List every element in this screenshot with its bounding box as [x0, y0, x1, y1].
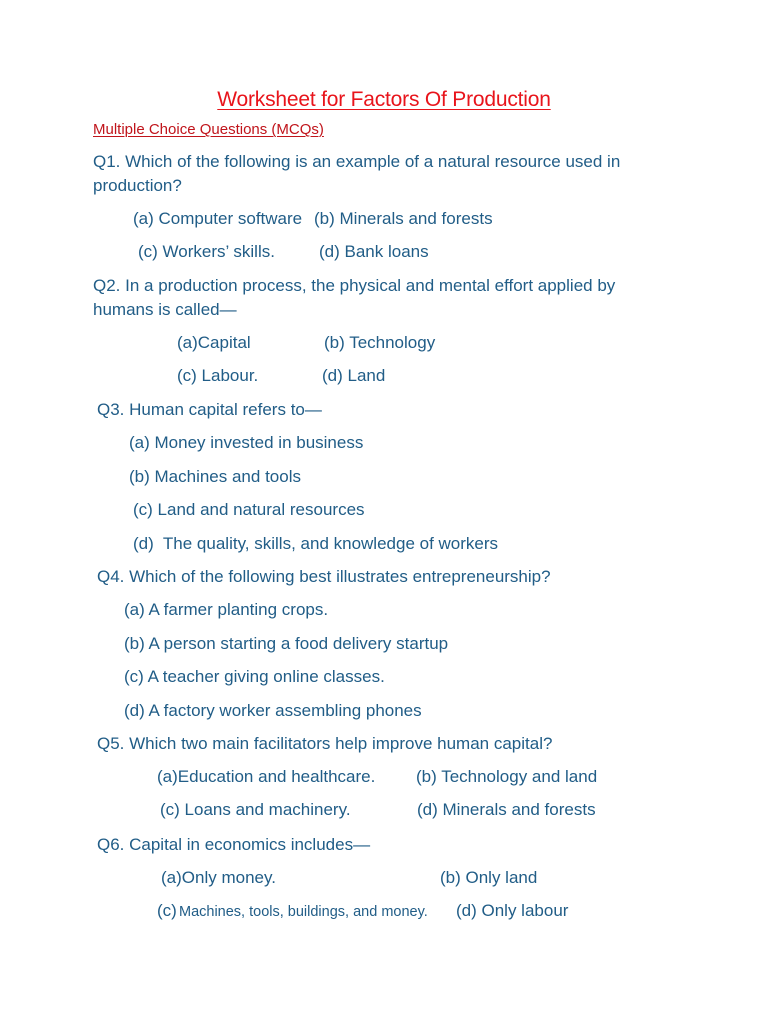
q2-option-a: (a)Capital: [177, 333, 251, 352]
q2-option-c: (c) Labour.: [177, 366, 259, 385]
q1-option-b: (b) Minerals and forests: [314, 209, 493, 228]
question-4: Q4. Which of the following best illustrates entrepreneurship?: [97, 567, 551, 586]
q4-option-a: (a) A farmer planting crops.: [124, 600, 329, 619]
q6-option-a: (a)Only money.: [161, 868, 276, 887]
question-2: Q2. In a production process, the physical and mental effort applied by humans is called—: [93, 276, 616, 319]
q6-option-c-text: Machines, tools, buildings, and money.: [179, 904, 428, 920]
q2-option-d: (d) Land: [322, 366, 386, 385]
q6-option-d: (d) Only labour: [456, 901, 569, 920]
q4-option-b: (b) A person starting a food delivery startup: [124, 634, 449, 653]
q1-option-d: (d) Bank loans: [319, 242, 429, 261]
q3-option-a: (a) Money invested in business: [129, 433, 364, 452]
q2-option-b: (b) Technology: [324, 333, 436, 352]
q1-option-c: (c) Workers’ skills.: [138, 242, 275, 261]
q4-option-d: (d) A factory worker assembling phones: [124, 701, 422, 720]
q6-option-c-marker: (c): [157, 901, 177, 920]
q3-option-c: (c) Land and natural resources: [133, 500, 365, 519]
question-5: Q5. Which two main facilitators help improve human capital?: [97, 734, 553, 753]
q5-option-d: (d) Minerals and forests: [417, 800, 596, 819]
q5-option-c: (c) Loans and machinery.: [160, 800, 351, 819]
section-subtitle: Multiple Choice Questions (MCQs): [93, 121, 324, 138]
question-1: Q1. Which of the following is an example of a natural resource used in production?: [93, 152, 621, 195]
q4-option-c: (c) A teacher giving online classes.: [124, 667, 385, 686]
q3-option-b: (b) Machines and tools: [129, 467, 301, 486]
worksheet-title: Worksheet for Factors Of Production: [217, 88, 551, 111]
q3-option-d: (d) The quality, skills, and knowledge of workers: [133, 534, 499, 553]
q6-option-b: (b) Only land: [440, 868, 538, 887]
q5-option-b: (b) Technology and land: [416, 767, 598, 786]
question-6: Q6. Capital in economics includes—: [97, 835, 371, 854]
question-3: Q3. Human capital refers to—: [97, 400, 322, 419]
q5-option-a: (a)Education and healthcare.: [157, 767, 376, 786]
q1-option-a: (a) Computer software: [133, 209, 303, 228]
